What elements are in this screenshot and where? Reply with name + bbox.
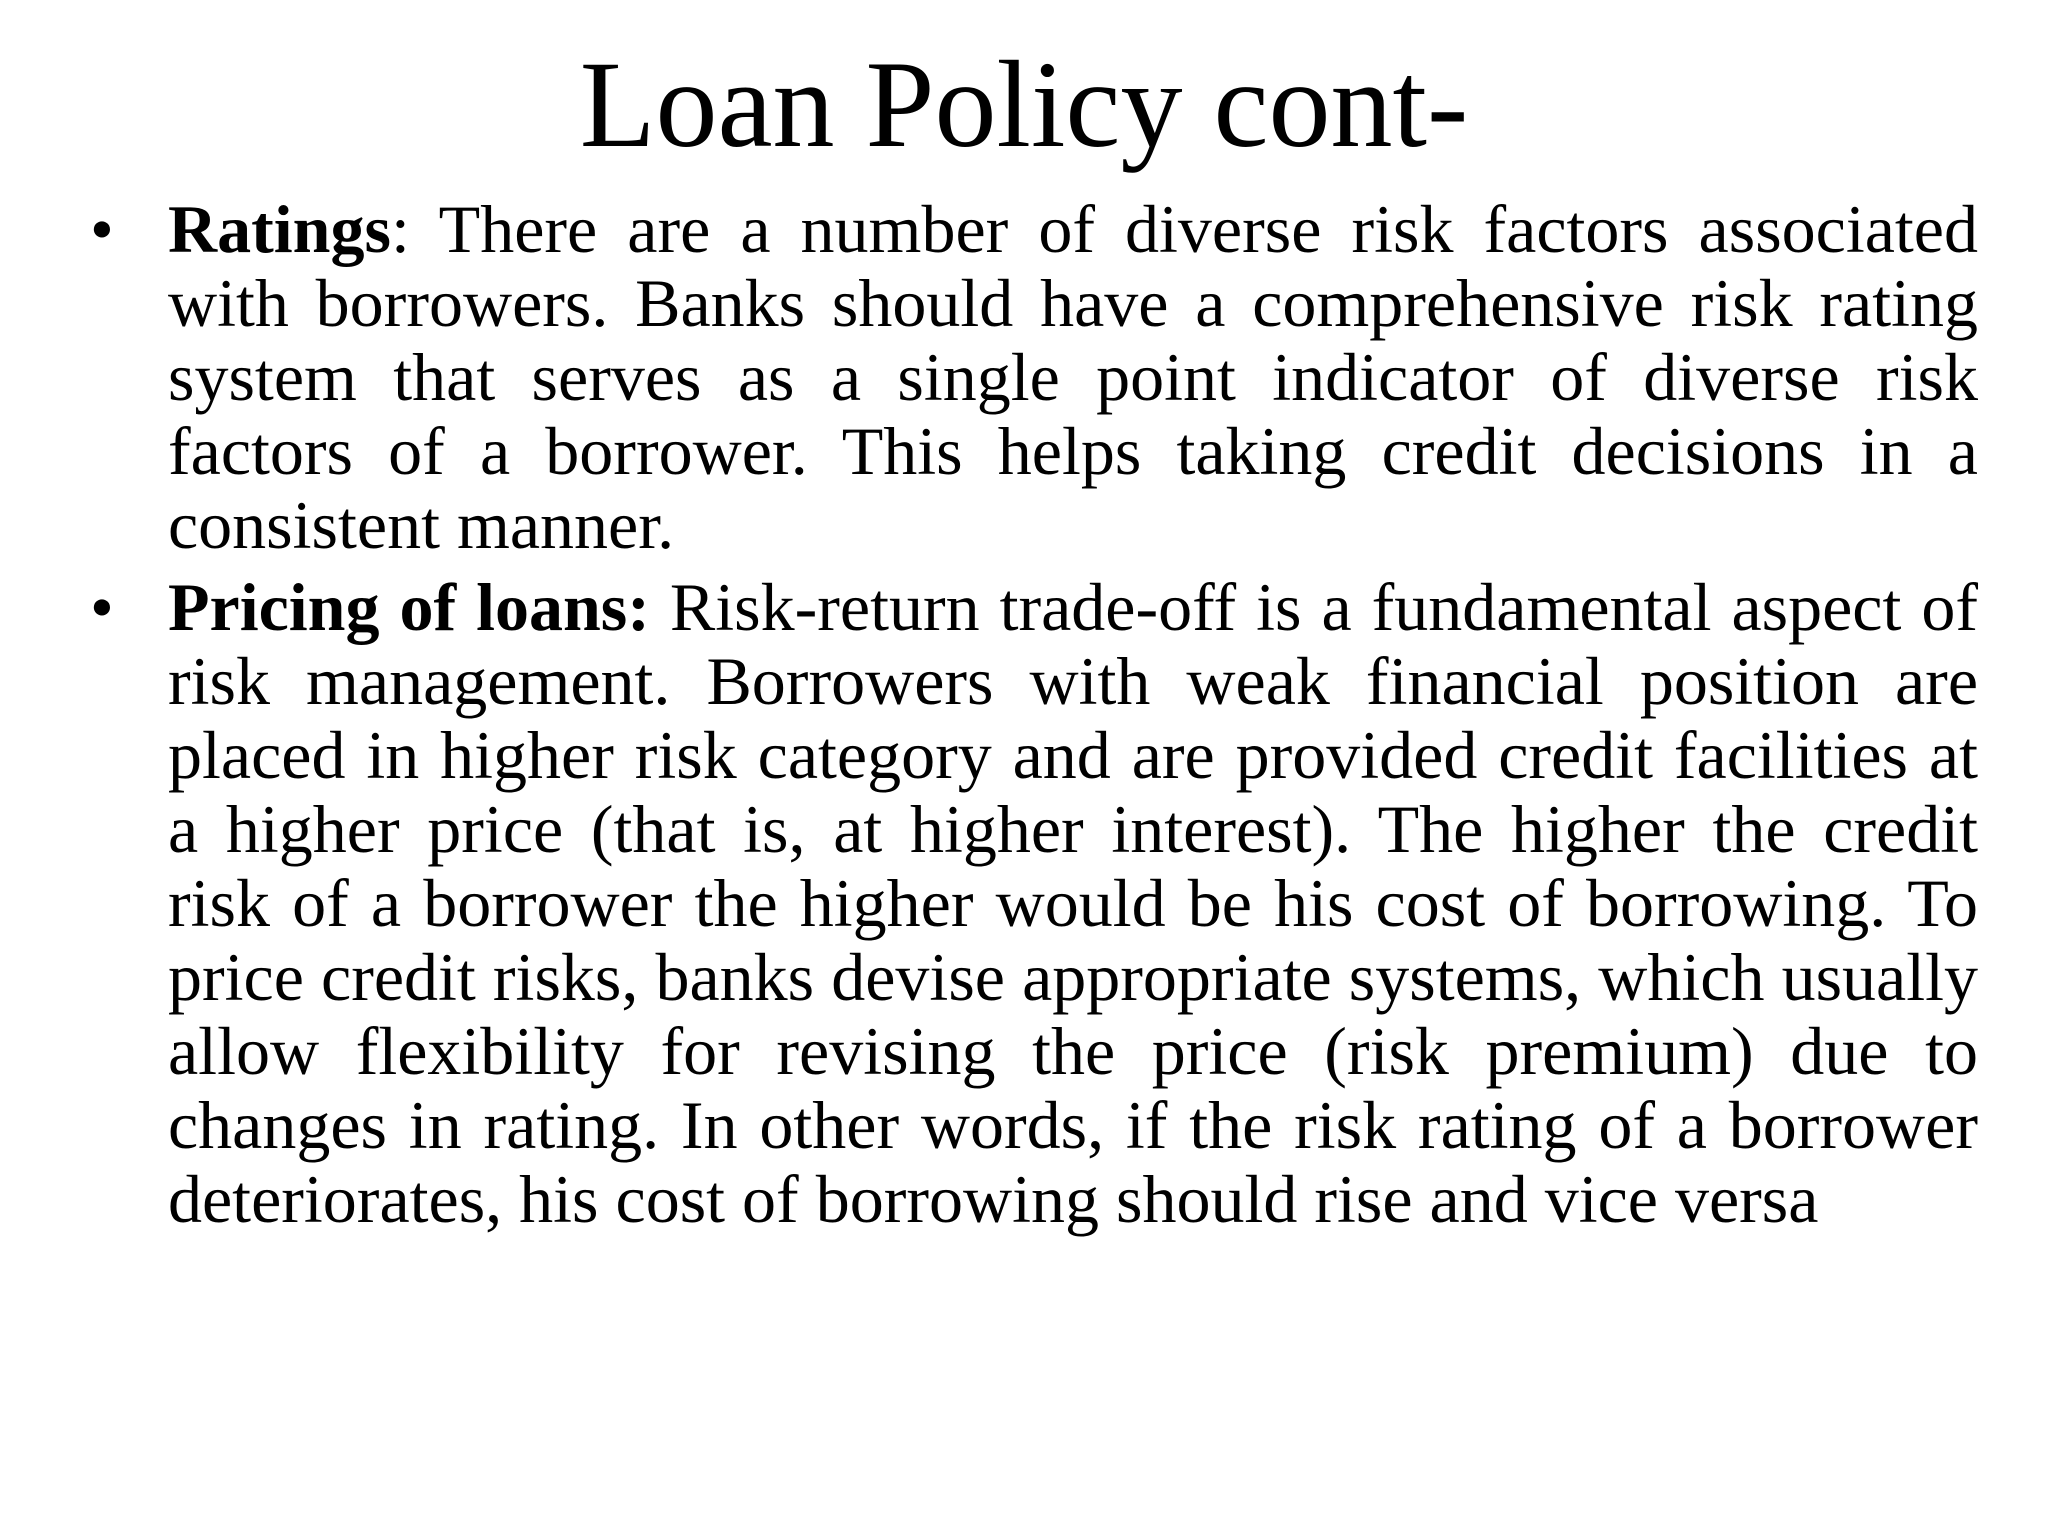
bullet-marker: • (90, 569, 114, 645)
bullet-marker: • (90, 191, 114, 267)
bullet-separator: : (390, 191, 410, 267)
bullet-list (90, 192, 1978, 1244)
bullet-text: Risk-return trade-off is a fundamental aspect of risk management. Borrowers with weak financial position are placed in higher risk category and are provided credit facilities at a higher price (that is, at higher interest). The higher the credit risk of a borrower the higher would be his cost of borrowing. To price credit risks, banks devise appropriate systems, which usually allow flexibility for revising the price (risk premium) due to changes in rating. In other words, if the risk rating of a borrower deteriorates, his cost of borrowing should rise and vice versa (168, 569, 1979, 1237)
slide-title: Loan Policy cont- (579, 36, 1469, 173)
bullet-ratings (90, 192, 1978, 562)
bullet-pricing-of-loans (90, 570, 1978, 1236)
bullet-term: Ratings (168, 191, 391, 267)
bullet-term: Pricing of loans: (168, 569, 650, 645)
bullet-text: There are a number of diverse risk factors associated with borrowers. Banks should have a comprehensive risk rating system that serves as a single point indicator of diverse risk factors of a borrower. This helps taking credit decisions in a consistent manner. (168, 191, 1978, 563)
